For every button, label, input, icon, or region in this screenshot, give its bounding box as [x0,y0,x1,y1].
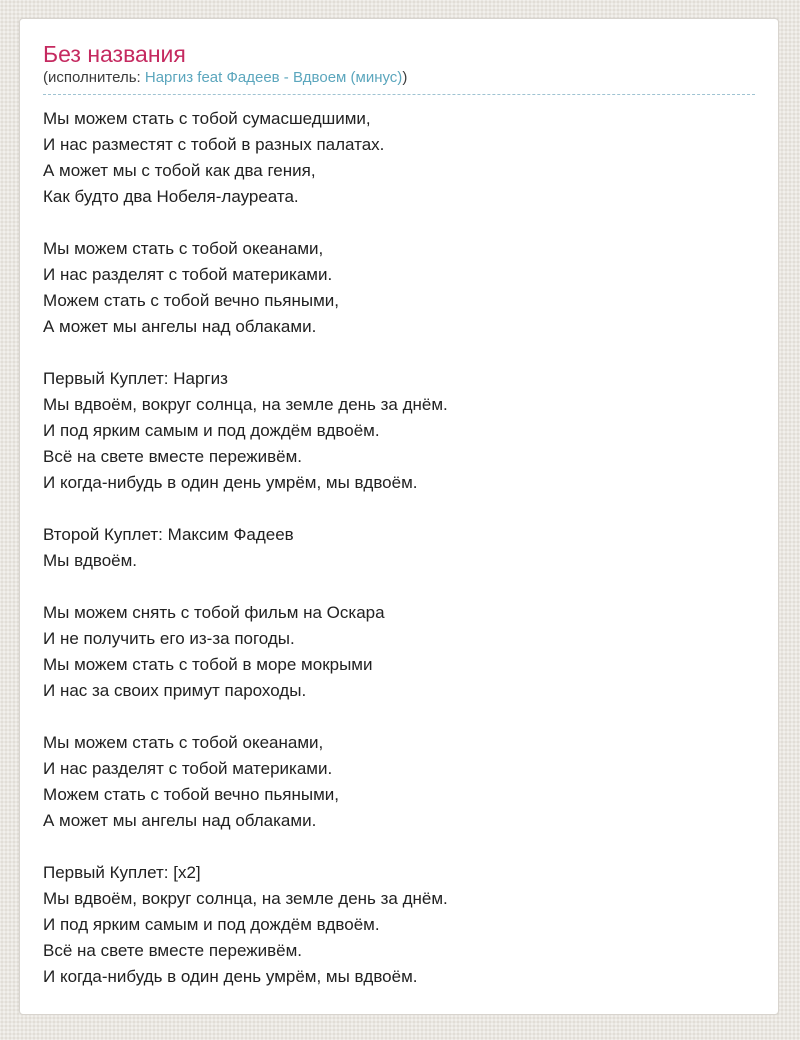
lyric-line: Мы можем снять с тобой фильм на Оскара [43,603,385,622]
lyric-line: Мы вдвоём, вокруг солнца, на земле день за днём. [43,889,448,908]
lyrics-card [19,18,779,1015]
card-content [20,19,778,990]
lyric-line: Мы можем стать с тобой в море мокрыми [43,655,373,674]
lyric-line: Мы можем стать с тобой сумасшедшими, [43,109,371,128]
lyric-line: Можем стать с тобой вечно пьяными, [43,785,340,804]
lyric-line: Первый Куплет: Наргиз [43,369,228,388]
artist-prefix: (исполнитель: [43,69,145,86]
lyric-line: И нас за своих примут пароходы. [43,681,307,700]
lyric-line: Первый Куплет: [x2] [43,863,201,882]
lyric-line: А может мы ангелы над облаками. [43,317,317,336]
lyric-line: Мы вдвоём, вокруг солнца, на земле день за днём. [43,395,448,414]
lyric-line: И нас разделят с тобой материками. [43,759,333,778]
lyric-line: И не получить его из-за погоды. [43,629,295,648]
stanza [43,860,755,990]
lyric-line: И нас разделят с тобой материками. [43,265,333,284]
lyric-line: И под ярким самым и под дождём вдвоём. [43,421,380,440]
artist-suffix: ) [402,69,408,86]
lyrics-text [43,106,755,990]
lyric-line: Можем стать с тобой вечно пьяными, [43,291,340,310]
lyric-line: Мы вдвоём. [43,551,138,570]
stanza [43,106,755,210]
lyric-line: И когда-нибудь в один день умрём, мы вдвоём. [43,473,418,492]
lyric-line: А может мы ангелы над облаками. [43,811,317,830]
lyric-line: И когда-нибудь в один день умрём, мы вдвоём. [43,967,418,986]
lyric-line: Как будто два Нобеля-лауреата. [43,187,299,206]
stanza [43,236,755,340]
artist-line [43,69,755,95]
lyric-line: А может мы с тобой как два гения, [43,161,316,180]
lyric-line: Мы можем стать с тобой океанами, [43,733,324,752]
lyric-line: Второй Куплет: Максим Фадеев [43,525,294,544]
lyric-line: Мы можем стать с тобой океанами, [43,239,324,258]
artist-link[interactable]: Наргиз feat Фадеев - Вдвоем (минус) [144,69,403,86]
lyric-line: И под ярким самым и под дождём вдвоём. [43,915,380,934]
stanza [43,366,755,496]
lyric-line: Всё на свете вместе переживём. [43,447,302,466]
lyric-line: И нас разместят с тобой в разных палатах. [43,135,385,154]
lyric-line: Всё на свете вместе переживём. [43,941,302,960]
page-title: Без названия [43,41,186,67]
stanza [43,522,755,574]
stanza [43,730,755,834]
stanza [43,600,755,704]
